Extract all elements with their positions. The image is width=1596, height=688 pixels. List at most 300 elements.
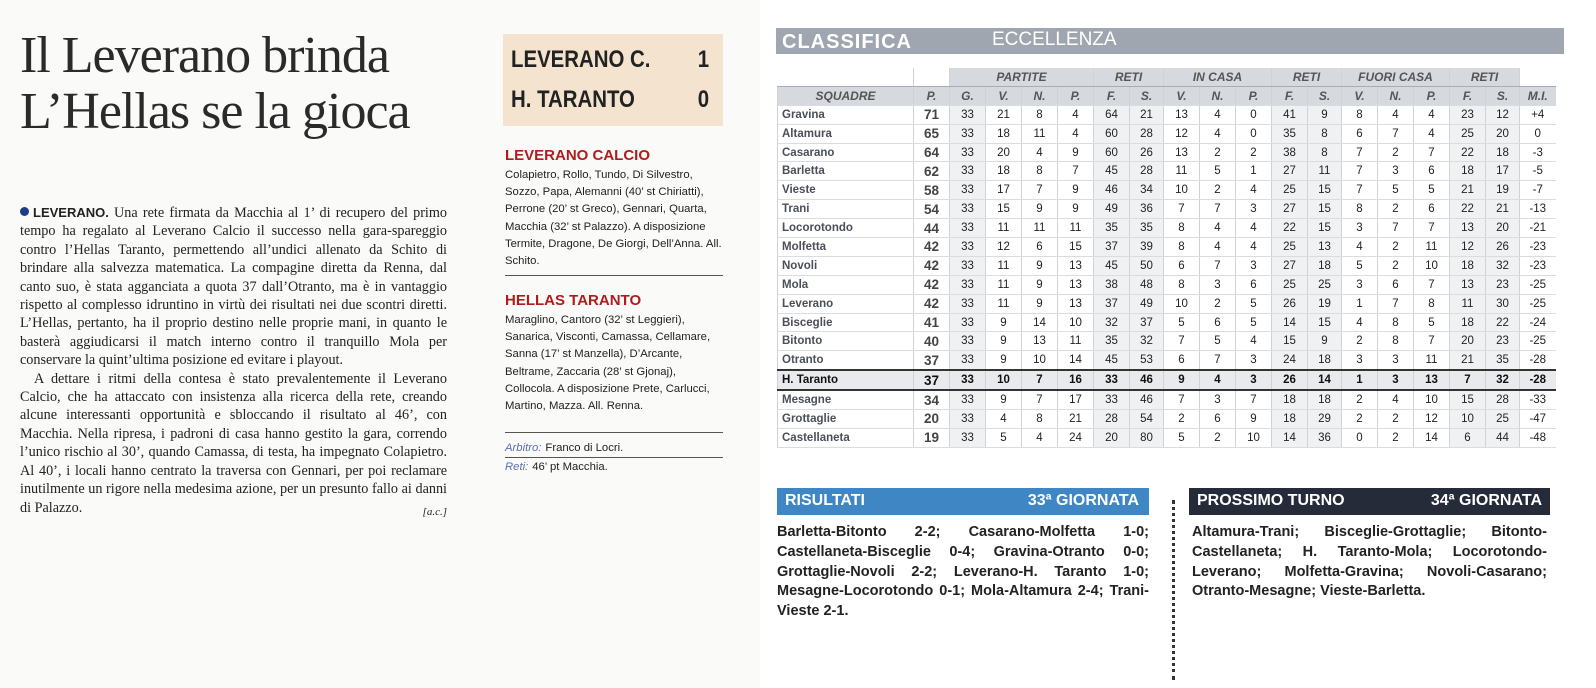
stat-cell: 2 — [1164, 410, 1200, 429]
standings-table — [777, 68, 1556, 448]
points-cell: 71 — [914, 105, 950, 124]
points-cell: 54 — [914, 200, 950, 219]
stat-cell: 25 — [1486, 410, 1520, 429]
stat-cell: 9 — [1058, 181, 1094, 200]
stat-cell: 7 — [1342, 143, 1378, 162]
team-name: Novoli — [778, 256, 914, 275]
stat-cell: 25 — [1272, 238, 1308, 257]
table-row — [778, 390, 1556, 409]
stat-cell: 4 — [1378, 105, 1414, 124]
stat-cell: 5 — [1200, 162, 1236, 181]
stat-cell: 20 — [1486, 124, 1520, 143]
headline — [20, 28, 460, 140]
team-name: Vieste — [778, 181, 914, 200]
stat-cell: 5 — [1164, 428, 1200, 447]
stat-cell: 33 — [950, 370, 986, 390]
stat-cell: 22 — [1450, 200, 1486, 219]
article-paragraph-2 — [20, 370, 447, 517]
stat-cell: 7 — [1414, 143, 1450, 162]
stat-cell: 33 — [950, 332, 986, 351]
stat-cell: 7 — [1164, 390, 1200, 409]
stat-cell: 80 — [1130, 428, 1164, 447]
stat-cell: 10 — [1022, 351, 1058, 370]
column-header: V. — [1164, 86, 1200, 105]
stat-cell: 5 — [1378, 181, 1414, 200]
stat-cell: 14 — [1058, 351, 1094, 370]
stat-cell: 17 — [986, 181, 1022, 200]
stat-cell: 22 — [1272, 219, 1308, 238]
column-header: P. — [1058, 86, 1094, 105]
stat-cell: 23 — [1486, 332, 1520, 351]
stat-cell: 28 — [1486, 390, 1520, 409]
stat-cell: 45 — [1094, 256, 1130, 275]
classifica-header — [776, 28, 1564, 54]
stat-cell: 10 — [1164, 294, 1200, 313]
team-name: Mola — [778, 275, 914, 294]
stat-cell: 9 — [1022, 294, 1058, 313]
stat-cell: 28 — [1130, 124, 1164, 143]
stat-cell: -7 — [1520, 181, 1556, 200]
stat-cell: 7 — [1022, 181, 1058, 200]
points-cell: 40 — [914, 332, 950, 351]
stat-cell: 9 — [986, 390, 1022, 409]
stat-cell: 33 — [950, 313, 986, 332]
stat-cell: 33 — [950, 256, 986, 275]
classifica-title: CLASSIFICA — [782, 31, 912, 53]
stat-cell: 15 — [1058, 238, 1094, 257]
stat-cell: 12 — [1486, 105, 1520, 124]
referee-line — [505, 440, 623, 456]
stat-cell: 27 — [1272, 200, 1308, 219]
stat-cell: 9 — [1022, 200, 1058, 219]
stat-cell: 18 — [1272, 410, 1308, 429]
risultati-header — [777, 488, 1149, 515]
table-row — [778, 313, 1556, 332]
away-lineup: Maraglino, Cantoro (32’ st Leggieri), Sanarica, Visconti, Camassa, Cellamare, Sanna (17’ st Manzella), D’Arcante, Beltrame, Zaccaria (28’ st Gjonaj), Collocola. A disposizione Prete, Carlucci, Martino, Mazza. All. Renna. — [505, 314, 711, 413]
stat-cell: 9 — [1022, 256, 1058, 275]
goals-line — [505, 459, 608, 475]
stat-cell: 4 — [1200, 370, 1236, 390]
points-cell: 42 — [914, 238, 950, 257]
stat-cell: 15 — [986, 200, 1022, 219]
stat-cell: 35 — [1130, 219, 1164, 238]
stat-cell: 18 — [1308, 256, 1342, 275]
team-name: Gravina — [778, 105, 914, 124]
stat-cell: 33 — [950, 351, 986, 370]
table-row — [778, 200, 1556, 219]
stat-cell: 22 — [1486, 313, 1520, 332]
article-body — [20, 204, 447, 521]
stat-cell: 35 — [1094, 332, 1130, 351]
stat-cell: 7 — [1164, 200, 1200, 219]
stat-cell: +4 — [1520, 105, 1556, 124]
standings-body — [778, 105, 1556, 447]
team-name: Casarano — [778, 143, 914, 162]
stat-cell: 60 — [1094, 124, 1130, 143]
table-row — [778, 143, 1556, 162]
group-header-empty — [778, 68, 914, 86]
table-row — [778, 294, 1556, 313]
stat-cell: 17 — [1058, 390, 1094, 409]
stat-cell: 33 — [950, 162, 986, 181]
team-name: Locorotondo — [778, 219, 914, 238]
stat-cell: 64 — [1094, 105, 1130, 124]
stat-cell: 12 — [986, 238, 1022, 257]
stat-cell: 13 — [1414, 370, 1450, 390]
stat-cell: 28 — [1130, 162, 1164, 181]
column-header: P. — [914, 86, 950, 105]
stat-cell: 20 — [1094, 428, 1130, 447]
stat-cell: -25 — [1520, 294, 1556, 313]
stat-cell: 2 — [1378, 238, 1414, 257]
stat-cell: 11 — [1164, 162, 1200, 181]
stat-cell: 33 — [950, 124, 986, 143]
stat-cell: 9 — [1236, 410, 1272, 429]
stat-cell: 6 — [1164, 351, 1200, 370]
stat-cell: 11 — [1022, 124, 1058, 143]
stat-cell: 9 — [986, 351, 1022, 370]
stat-cell: 33 — [950, 200, 986, 219]
stat-cell: 4 — [1058, 105, 1094, 124]
stat-cell: 3 — [1236, 370, 1272, 390]
stat-cell: 21 — [986, 105, 1022, 124]
team-name: Altamura — [778, 124, 914, 143]
stat-cell: 13 — [1058, 294, 1094, 313]
stat-cell: 9 — [1022, 275, 1058, 294]
stat-cell: 50 — [1130, 256, 1164, 275]
stat-cell: 14 — [1272, 428, 1308, 447]
stat-cell: 33 — [950, 105, 986, 124]
stat-cell: 49 — [1094, 200, 1130, 219]
stat-cell: 7 — [1058, 162, 1094, 181]
home-lineup-title: LEVERANO CALCIO — [505, 147, 651, 164]
stat-cell: 32 — [1486, 370, 1520, 390]
stat-cell: 10 — [986, 370, 1022, 390]
points-cell: 64 — [914, 143, 950, 162]
goals-label: Reti: — [505, 461, 529, 473]
stat-cell: 7 — [1200, 351, 1236, 370]
stat-cell: 7 — [1378, 124, 1414, 143]
table-row — [778, 162, 1556, 181]
stat-cell: 7 — [1378, 219, 1414, 238]
stat-cell: 18 — [986, 162, 1022, 181]
stat-cell: -3 — [1520, 143, 1556, 162]
stat-cell: 20 — [1486, 219, 1520, 238]
team-name: H. Taranto — [778, 370, 914, 390]
stat-cell: 33 — [950, 428, 986, 447]
stat-cell: 37 — [1094, 238, 1130, 257]
stat-cell: -24 — [1520, 313, 1556, 332]
stat-cell: 8 — [1378, 332, 1414, 351]
stat-cell: 35 — [1272, 124, 1308, 143]
stat-cell: 15 — [1308, 313, 1342, 332]
stat-cell: 0 — [1520, 124, 1556, 143]
stat-cell: 4 — [1200, 124, 1236, 143]
stat-cell: 0 — [1236, 124, 1272, 143]
stat-cell: 35 — [1486, 351, 1520, 370]
stat-cell: 11 — [1450, 294, 1486, 313]
stat-cell: 33 — [950, 275, 986, 294]
score-row-away — [511, 86, 710, 114]
stat-cell: 41 — [1272, 105, 1308, 124]
table-row — [778, 124, 1556, 143]
stat-cell: 9 — [1308, 332, 1342, 351]
stat-cell: 6 — [1414, 200, 1450, 219]
stat-cell: 9 — [1058, 200, 1094, 219]
team-name: Molfetta — [778, 238, 914, 257]
stat-cell: 11 — [1058, 219, 1094, 238]
stat-cell: 4 — [1058, 124, 1094, 143]
score-box — [503, 34, 723, 126]
stat-cell: -5 — [1520, 162, 1556, 181]
column-header: S. — [1308, 86, 1342, 105]
bullet-icon — [20, 207, 29, 216]
referee-label: Arbitro: — [505, 442, 542, 454]
stat-cell: 11 — [1022, 219, 1058, 238]
stat-cell: -47 — [1520, 410, 1556, 429]
points-cell: 37 — [914, 370, 950, 390]
stat-cell: 4 — [1414, 105, 1450, 124]
stat-cell: 19 — [1308, 294, 1342, 313]
stat-cell: -25 — [1520, 332, 1556, 351]
stat-cell: 33 — [950, 181, 986, 200]
team-name: Grottaglie — [778, 410, 914, 429]
divider — [505, 432, 723, 433]
points-cell: 42 — [914, 294, 950, 313]
points-cell: 42 — [914, 256, 950, 275]
stat-cell: 18 — [1450, 162, 1486, 181]
stat-cell: -21 — [1520, 219, 1556, 238]
points-cell: 20 — [914, 410, 950, 429]
stat-cell: 6 — [1236, 275, 1272, 294]
group-header-reti: RETI — [1450, 68, 1520, 86]
stat-cell: 11 — [986, 219, 1022, 238]
table-row — [778, 181, 1556, 200]
stat-cell: 0 — [1342, 428, 1378, 447]
table-row — [778, 428, 1556, 447]
stat-cell: 11 — [986, 294, 1022, 313]
points-cell: 58 — [914, 181, 950, 200]
column-header-row — [778, 86, 1556, 105]
stat-cell: 3 — [1342, 219, 1378, 238]
stat-cell: 33 — [1094, 390, 1130, 409]
stat-cell: -33 — [1520, 390, 1556, 409]
stat-cell: 4 — [1022, 428, 1058, 447]
column-header: F. — [1094, 86, 1130, 105]
stat-cell: 21 — [1486, 200, 1520, 219]
paragraph-1-text: Una rete firmata da Macchia al 1’ di recupero del primo tempo ha regalato al Leverano Calcio il successo nella gara-spareggio contro l’Hellas Taranto, permettendo all’undici allenato da Schito di brindare alla salvezza matematica. La compagine diretta da Renna, dal canto suo, è stata agganciata a quota 37 dall’Otranto, ma è in vantaggio rispetto al complesso idruntino in virtù dei risultati nei due scontri diretti. L’Hellas, pertanto, ha il proprio destino nelle proprie mani, in quanto le basterà aggiudicarsi il match interno contro il tranquillo Mola per conservare la quint’ultima posizione ed evitare i playout. — [20, 205, 447, 369]
stat-cell: 0 — [1236, 105, 1272, 124]
stat-cell: 2 — [1200, 143, 1236, 162]
stat-cell: 23 — [1486, 275, 1520, 294]
stat-cell: 5 — [1414, 181, 1450, 200]
league-name: ECCELLENZA — [992, 29, 1117, 50]
stat-cell: 30 — [1486, 294, 1520, 313]
group-header-partite: PARTITE — [950, 68, 1094, 86]
stat-cell: -28 — [1520, 370, 1556, 390]
points-cell: 62 — [914, 162, 950, 181]
column-header: G. — [950, 86, 986, 105]
team-name: Barletta — [778, 162, 914, 181]
stat-cell: 14 — [1308, 370, 1342, 390]
stat-cell: 11 — [986, 256, 1022, 275]
stat-cell: 17 — [1486, 162, 1520, 181]
stat-cell: 13 — [1058, 275, 1094, 294]
stat-cell: 28 — [1094, 410, 1130, 429]
stat-cell: -23 — [1520, 238, 1556, 257]
stat-cell: 35 — [1094, 219, 1130, 238]
stat-cell: 4 — [1236, 181, 1272, 200]
stat-cell: 25 — [1308, 275, 1342, 294]
away-goals: 0 — [697, 86, 710, 113]
stat-cell: 6 — [1200, 410, 1236, 429]
table-row — [778, 410, 1556, 429]
stat-cell: 8 — [1378, 313, 1414, 332]
stat-cell: 33 — [950, 294, 986, 313]
stat-cell: 18 — [1272, 390, 1308, 409]
stat-cell: 6 — [1414, 162, 1450, 181]
stat-cell: 32 — [1486, 256, 1520, 275]
stat-cell: 2 — [1378, 410, 1414, 429]
paragraph-2-text: A dettare i ritmi della contesa è stato prevalentemente il Leverano Calcio, che ha attaccato con insistenza alla ricerca della rete, creando alcune interessanti opportunità e sbloccando il risultato al 46’, con Macchia. Nella ripresa, i padroni di casa hanno gestito la gara, correndo l’unico rischio al 30’, quando Camassa, di testa, ha impegnato Colapietro. Al 40’, i locali hanno centrato la traversa con Gennari, per poi reclamare inutilmente un rigore nella medesima azione, per un presunto fallo ai danni di Palazzo. — [20, 370, 447, 516]
stat-cell: 6 — [1200, 313, 1236, 332]
points-cell: 19 — [914, 428, 950, 447]
stat-cell: 36 — [1308, 428, 1342, 447]
stat-cell: 9 — [1308, 105, 1342, 124]
stat-cell: 14 — [1414, 428, 1450, 447]
stat-cell: 29 — [1308, 410, 1342, 429]
stat-cell: 21 — [1058, 410, 1094, 429]
table-row — [778, 256, 1556, 275]
stat-cell: 7 — [1200, 200, 1236, 219]
column-header: V. — [986, 86, 1022, 105]
stat-cell: 8 — [1022, 105, 1058, 124]
stat-cell: 5 — [1200, 332, 1236, 351]
stat-cell: 38 — [1272, 143, 1308, 162]
team-name: Trani — [778, 200, 914, 219]
stat-cell: 19 — [1486, 181, 1520, 200]
stat-cell: 18 — [1450, 256, 1486, 275]
table-row — [778, 370, 1556, 390]
stat-cell: 39 — [1130, 238, 1164, 257]
stat-cell: 9 — [986, 313, 1022, 332]
stat-cell: 5 — [1414, 313, 1450, 332]
stat-cell: 5 — [1342, 256, 1378, 275]
points-cell: 42 — [914, 275, 950, 294]
stat-cell: 7 — [1342, 181, 1378, 200]
group-header-empty — [914, 68, 950, 86]
stat-cell: 15 — [1450, 390, 1486, 409]
prossimo-header — [1189, 488, 1550, 515]
table-row — [778, 351, 1556, 370]
stat-cell: 7 — [1414, 219, 1450, 238]
stat-cell: 10 — [1164, 181, 1200, 200]
stat-cell: 8 — [1308, 124, 1342, 143]
stat-cell: -25 — [1520, 275, 1556, 294]
team-name: Bisceglie — [778, 313, 914, 332]
stat-cell: 25 — [1450, 124, 1486, 143]
stat-cell: 4 — [1342, 313, 1378, 332]
team-name: Castellaneta — [778, 428, 914, 447]
group-header-in-casa: IN CASA — [1164, 68, 1272, 86]
stat-cell: 1 — [1342, 370, 1378, 390]
stat-cell: 2 — [1200, 181, 1236, 200]
stat-cell: 4 — [1200, 238, 1236, 257]
column-header: SQUADRE — [778, 86, 914, 105]
stat-cell: 7 — [1378, 294, 1414, 313]
stat-cell: 11 — [1308, 162, 1342, 181]
column-header: P. — [1414, 86, 1450, 105]
stat-cell: -13 — [1520, 200, 1556, 219]
stat-cell: 15 — [1272, 332, 1308, 351]
column-header: N. — [1200, 86, 1236, 105]
stat-cell: 32 — [1130, 332, 1164, 351]
stat-cell: 3 — [1200, 275, 1236, 294]
stat-cell: 33 — [950, 219, 986, 238]
home-team: LEVERANO C. — [511, 46, 651, 73]
stat-cell: 13 — [1164, 143, 1200, 162]
column-divider — [1172, 500, 1179, 680]
stat-cell: 4 — [1378, 390, 1414, 409]
group-header-reti: RETI — [1272, 68, 1342, 86]
prossimo-text: Altamura-Trani; Bisceglie-Grottaglie; Bitonto-Castellaneta; H. Taranto-Mola; Locorotondo-Leverano; Molfetta-Gravina; Novoli-Casarano; Otranto-Mesagne; Vieste-Barletta. — [1192, 524, 1547, 600]
stat-cell: 44 — [1486, 428, 1520, 447]
points-cell: 41 — [914, 313, 950, 332]
stat-cell: 7 — [1414, 275, 1450, 294]
stat-cell: 4 — [1236, 332, 1272, 351]
stat-cell: 8 — [1414, 294, 1450, 313]
stat-cell: 2 — [1378, 200, 1414, 219]
stat-cell: 8 — [1308, 143, 1342, 162]
stat-cell: 2 — [1378, 428, 1414, 447]
author-signature: [a.c.] — [422, 505, 447, 518]
stat-cell: 3 — [1236, 256, 1272, 275]
stat-cell: 3 — [1342, 351, 1378, 370]
stat-cell: 11 — [1414, 351, 1450, 370]
stat-cell: 15 — [1308, 200, 1342, 219]
stat-cell: 45 — [1094, 351, 1130, 370]
column-header: P. — [1236, 86, 1272, 105]
column-header: N. — [1378, 86, 1414, 105]
stat-cell: 12 — [1450, 238, 1486, 257]
stat-cell: 33 — [950, 390, 986, 409]
stat-cell: 21 — [1450, 351, 1486, 370]
stat-cell: 11 — [1058, 332, 1094, 351]
table-row — [778, 275, 1556, 294]
stat-cell: 18 — [1308, 390, 1342, 409]
stat-cell: 3 — [1378, 351, 1414, 370]
stat-cell: 14 — [1272, 313, 1308, 332]
stat-cell: 15 — [1308, 219, 1342, 238]
stat-cell: 22 — [1450, 143, 1486, 162]
stat-cell: 37 — [1130, 313, 1164, 332]
stat-cell: 10 — [1450, 410, 1486, 429]
divider — [505, 275, 723, 276]
dateline: LEVERANO. — [33, 205, 109, 220]
stat-cell: 9 — [1164, 370, 1200, 390]
stat-cell: -48 — [1520, 428, 1556, 447]
stat-cell: 7 — [1022, 390, 1058, 409]
stat-cell: 4 — [1200, 219, 1236, 238]
divider — [505, 457, 723, 458]
stat-cell: 45 — [1094, 162, 1130, 181]
stat-cell: 13 — [1308, 238, 1342, 257]
article-paragraph-1 — [20, 204, 447, 370]
stat-cell: 26 — [1130, 143, 1164, 162]
stat-cell: 21 — [1450, 181, 1486, 200]
stat-cell: 7 — [1022, 370, 1058, 390]
team-name: Bitonto — [778, 332, 914, 351]
